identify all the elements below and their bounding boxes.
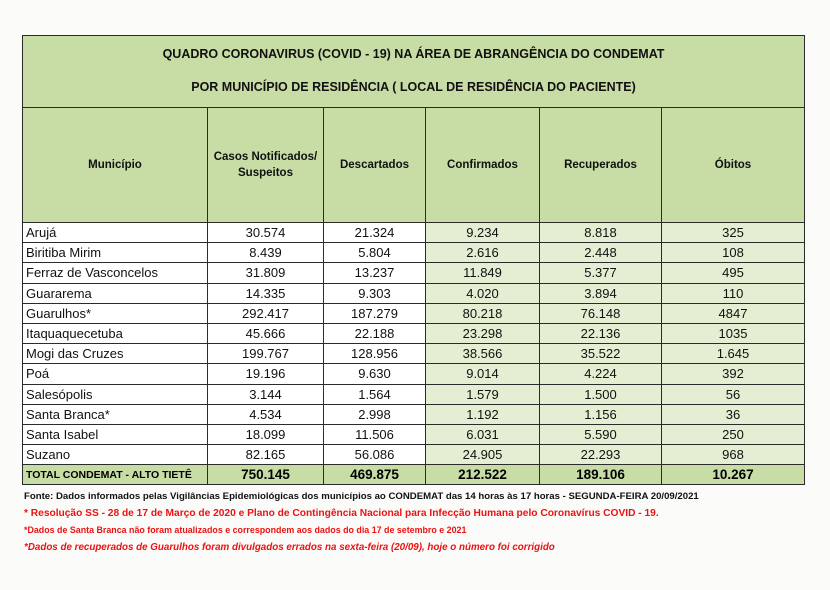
cell-confirmados: 6.031	[426, 424, 540, 444]
total-row	[23, 465, 805, 485]
cell-recuperados: 5.590	[540, 424, 662, 444]
header-confirmados: Confirmados	[426, 108, 540, 223]
note-santa-branca: *Dados de Santa Branca não foram atualizados e correspondem aos dados do dia 17 de setembro e 2021	[24, 525, 467, 535]
cell-municipio: Guarulhos*	[23, 303, 208, 323]
cell-casos: 30.574	[208, 223, 324, 243]
cell-obitos: 108	[662, 243, 805, 263]
cell-confirmados: 11.849	[426, 263, 540, 283]
cell-recuperados: 5.377	[540, 263, 662, 283]
cell-recuperados: 2.448	[540, 243, 662, 263]
cell-confirmados: 9.014	[426, 364, 540, 384]
title-line-2: POR MUNICÍPIO DE RESIDÊNCIA ( LOCAL DE RESIDÊNCIA DO PACIENTE)	[191, 80, 636, 94]
table-row	[23, 404, 805, 424]
header-descartados: Descartados	[324, 108, 426, 223]
cell-descartados: 56.086	[324, 445, 426, 465]
cell-casos: 199.767	[208, 344, 324, 364]
cell-recuperados: 22.136	[540, 323, 662, 343]
cell-confirmados: 23.298	[426, 323, 540, 343]
cell-obitos: 4847	[662, 303, 805, 323]
cell-municipio: Salesópolis	[23, 384, 208, 404]
cell-descartados: 1.564	[324, 384, 426, 404]
cell-obitos: 1.645	[662, 344, 805, 364]
total-casos: 750.145	[208, 465, 324, 485]
cell-recuperados: 4.224	[540, 364, 662, 384]
cell-obitos: 56	[662, 384, 805, 404]
cell-confirmados: 38.566	[426, 344, 540, 364]
header-recuperados: Recuperados	[540, 108, 662, 223]
cell-obitos: 495	[662, 263, 805, 283]
cell-recuperados: 8.818	[540, 223, 662, 243]
cell-descartados: 9.303	[324, 283, 426, 303]
header-casos-line2: Suspeitos	[238, 167, 293, 179]
footnotes	[24, 488, 814, 556]
cell-municipio: Arujá	[23, 223, 208, 243]
cell-obitos: 968	[662, 445, 805, 465]
cell-casos: 292.417	[208, 303, 324, 323]
total-descartados: 469.875	[324, 465, 426, 485]
cell-descartados: 21.324	[324, 223, 426, 243]
covid-table	[22, 35, 805, 485]
total-confirmados: 212.522	[426, 465, 540, 485]
cell-descartados: 11.506	[324, 424, 426, 444]
header-municipio: Município	[23, 108, 208, 223]
cell-recuperados: 35.522	[540, 344, 662, 364]
cell-recuperados: 76.148	[540, 303, 662, 323]
cell-casos: 82.165	[208, 445, 324, 465]
cell-casos: 45.666	[208, 323, 324, 343]
cell-descartados: 2.998	[324, 404, 426, 424]
cell-recuperados: 1.156	[540, 404, 662, 424]
cell-confirmados: 1.579	[426, 384, 540, 404]
table-body	[23, 223, 805, 465]
cell-confirmados: 80.218	[426, 303, 540, 323]
cell-casos: 8.439	[208, 243, 324, 263]
cell-obitos: 110	[662, 283, 805, 303]
cell-obitos: 36	[662, 404, 805, 424]
cell-municipio: Poá	[23, 364, 208, 384]
cell-casos: 4.534	[208, 404, 324, 424]
total-obitos: 10.267	[662, 465, 805, 485]
cell-municipio: Itaquaquecetuba	[23, 323, 208, 343]
cell-municipio: Biritiba Mirim	[23, 243, 208, 263]
total-label: TOTAL CONDEMAT - ALTO TIETÊ	[23, 465, 208, 485]
cell-obitos: 250	[662, 424, 805, 444]
header-obitos: Óbitos	[662, 108, 805, 223]
cell-recuperados: 22.293	[540, 445, 662, 465]
title-line-1: QUADRO CORONAVIRUS (COVID - 19) NA ÁREA DE ABRANGÊNCIA DO CONDEMAT	[162, 47, 665, 61]
cell-obitos: 392	[662, 364, 805, 384]
cell-descartados: 128.956	[324, 344, 426, 364]
cell-recuperados: 3.894	[540, 283, 662, 303]
table-row	[23, 283, 805, 303]
total-recuperados: 189.106	[540, 465, 662, 485]
note-resolucao: * Resolução SS - 28 de 17 de Março de 2020 e Plano de Contingência Nacional para Infecção Humana pelo Coronavírus COVID - 19.	[24, 508, 659, 519]
cell-municipio: Ferraz de Vasconcelos	[23, 263, 208, 283]
table-row	[23, 243, 805, 263]
cell-casos: 18.099	[208, 424, 324, 444]
cell-confirmados: 9.234	[426, 223, 540, 243]
table-row	[23, 424, 805, 444]
cell-casos: 31.809	[208, 263, 324, 283]
table-title	[23, 36, 805, 108]
cell-municipio: Guararema	[23, 283, 208, 303]
cell-descartados: 5.804	[324, 243, 426, 263]
cell-descartados: 22.188	[324, 323, 426, 343]
cell-casos: 14.335	[208, 283, 324, 303]
note-guarulhos: *Dados de recuperados de Guarulhos foram divulgados errados na sexta-feira (20/09), hoje o número foi corrigido	[24, 542, 555, 553]
cell-descartados: 187.279	[324, 303, 426, 323]
table-row	[23, 445, 805, 465]
cell-confirmados: 1.192	[426, 404, 540, 424]
cell-obitos: 1035	[662, 323, 805, 343]
cell-municipio: Suzano	[23, 445, 208, 465]
header-casos	[208, 108, 324, 223]
header-casos-line1: Casos Notificados/	[213, 151, 318, 163]
cell-municipio: Santa Isabel	[23, 424, 208, 444]
cell-descartados: 9.630	[324, 364, 426, 384]
cell-confirmados: 4.020	[426, 283, 540, 303]
table-row	[23, 323, 805, 343]
table-row	[23, 344, 805, 364]
cell-recuperados: 1.500	[540, 384, 662, 404]
cell-confirmados: 24.905	[426, 445, 540, 465]
cell-obitos: 325	[662, 223, 805, 243]
cell-casos: 3.144	[208, 384, 324, 404]
cell-casos: 19.196	[208, 364, 324, 384]
cell-descartados: 13.237	[324, 263, 426, 283]
cell-municipio: Mogi das Cruzes	[23, 344, 208, 364]
table-row	[23, 364, 805, 384]
note-fonte: Fonte: Dados informados pelas Vigilâncias Epidemiológicas dos municípios ao CONDEMAT das 14 horas às 17 horas - SEGUNDA-FEIRA 20/09/2021	[24, 491, 699, 502]
cell-municipio: Santa Branca*	[23, 404, 208, 424]
table-row	[23, 223, 805, 243]
table-row	[23, 303, 805, 323]
table-row	[23, 384, 805, 404]
table-row	[23, 263, 805, 283]
cell-confirmados: 2.616	[426, 243, 540, 263]
